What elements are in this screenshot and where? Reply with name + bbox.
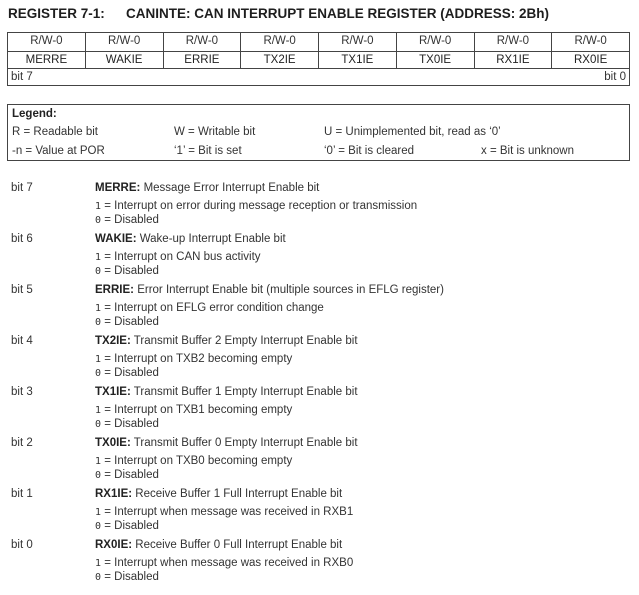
bit-name-cell: TX1IE	[318, 51, 396, 69]
bit-label: bit 2	[11, 437, 33, 449]
set-text: = Interrupt when message was received in RXB1	[104, 506, 354, 518]
bit-clear-option	[95, 214, 159, 226]
bit-set-option	[95, 302, 324, 314]
bit-label: bit 3	[11, 386, 33, 398]
lsb-label: bit 0	[604, 71, 626, 83]
bit-name: TX2IE:	[95, 335, 131, 347]
register-bit-table	[7, 32, 630, 86]
bit-summary: Wake-up Interrupt Enable bit	[139, 233, 286, 245]
bit-clear-option	[95, 520, 159, 532]
bit-description	[0, 281, 639, 332]
clear-text: = Disabled	[104, 469, 159, 481]
bit-set-option	[95, 200, 417, 212]
legend-item-unimplemented: U = Unimplemented bit, read as ‘0’	[324, 126, 501, 138]
set-value: 1	[95, 456, 102, 467]
bit-set-option	[95, 506, 353, 518]
clear-text: = Disabled	[104, 571, 159, 583]
legend-item-unknown: x = Bit is unknown	[481, 145, 575, 157]
set-value: 1	[95, 354, 102, 365]
bit-name-cell: TX0IE	[396, 51, 474, 69]
msb-label: bit 7	[11, 71, 33, 83]
bit-name: WAKIE:	[95, 233, 137, 245]
clear-value: 0	[95, 317, 102, 328]
access-cell: R/W-0	[474, 33, 552, 51]
bit-descriptions	[0, 179, 639, 587]
register-id: REGISTER 7-1:	[8, 6, 105, 21]
bit-summary: Receive Buffer 0 Full Interrupt Enable bit	[135, 539, 343, 551]
set-value: 1	[95, 507, 102, 518]
bit-summary: Transmit Buffer 1 Empty Interrupt Enable bit	[133, 386, 358, 398]
set-text: = Interrupt on EFLG error condition change	[104, 302, 324, 314]
bit-summary: Error Interrupt Enable bit (multiple sources in EFLG register)	[137, 284, 444, 296]
bit-description	[0, 383, 639, 434]
bit-label: bit 7	[11, 182, 33, 194]
bit-name: ERRIE:	[95, 284, 134, 296]
set-text: = Interrupt on TXB2 becoming empty	[104, 353, 293, 365]
clear-text: = Disabled	[104, 214, 159, 226]
access-cell: R/W-0	[551, 33, 629, 51]
bit-clear-option	[95, 418, 159, 430]
bit-clear-option	[95, 316, 159, 328]
access-cell: R/W-0	[240, 33, 318, 51]
bit-name-row	[8, 51, 629, 69]
bit-heading	[95, 233, 286, 245]
bit-label: bit 6	[11, 233, 33, 245]
clear-value: 0	[95, 470, 102, 481]
register-title	[8, 6, 549, 21]
bit-label: bit 0	[11, 539, 33, 551]
bit-name: RX0IE:	[95, 539, 133, 551]
bit-summary: Message Error Interrupt Enable bit	[143, 182, 320, 194]
bit-set-option	[95, 353, 292, 365]
clear-text: = Disabled	[104, 316, 159, 328]
set-value: 1	[95, 303, 102, 314]
bit-label: bit 1	[11, 488, 33, 500]
legend-item-set: ‘1’ = Bit is set	[174, 145, 242, 157]
bit-name: TX0IE:	[95, 437, 131, 449]
bit-label: bit 5	[11, 284, 33, 296]
bit-description	[0, 230, 639, 281]
bit-summary: Receive Buffer 1 Full Interrupt Enable bit	[135, 488, 343, 500]
bit-heading	[95, 182, 319, 194]
bit-clear-option	[95, 367, 159, 379]
bit-clear-option	[95, 571, 159, 583]
bit-description	[0, 536, 639, 587]
access-cell: R/W-0	[30, 35, 63, 47]
legend-item-writable: W = Writable bit	[174, 126, 256, 138]
set-text: = Interrupt on TXB1 becoming empty	[104, 404, 293, 416]
bit-heading	[95, 539, 342, 551]
access-cell: R/W-0	[318, 33, 396, 51]
bit-clear-option	[95, 265, 159, 277]
clear-value: 0	[95, 266, 102, 277]
bit-name: MERRE:	[95, 182, 141, 194]
clear-text: = Disabled	[104, 265, 159, 277]
bit-label: bit 4	[11, 335, 33, 347]
clear-text: = Disabled	[104, 418, 159, 430]
bit-name: TX1IE:	[95, 386, 131, 398]
legend-box	[7, 104, 630, 161]
bit-description	[0, 434, 639, 485]
bit-description	[0, 332, 639, 383]
legend-item-cleared: ‘0’ = Bit is cleared	[324, 145, 415, 157]
access-cell: R/W-0	[396, 33, 474, 51]
register-description: CANINTE: CAN INTERRUPT ENABLE REGISTER (ADDRESS: 2Bh)	[126, 6, 550, 21]
bit-description	[0, 179, 639, 230]
bit-set-option	[95, 251, 261, 263]
bit-heading	[95, 386, 358, 398]
bit-position-row	[8, 69, 629, 85]
bit-name-cell: MERRE	[8, 51, 85, 69]
bit-set-option	[95, 404, 292, 416]
clear-value: 0	[95, 419, 102, 430]
bit-description	[0, 485, 639, 536]
bit-summary: Transmit Buffer 0 Empty Interrupt Enable bit	[133, 437, 358, 449]
clear-text: = Disabled	[104, 367, 159, 379]
set-value: 1	[95, 405, 102, 416]
bit-heading	[95, 284, 444, 296]
bit-name-cell: RX0IE	[551, 51, 629, 69]
legend-title: Legend:	[12, 108, 57, 120]
bit-set-option	[95, 455, 292, 467]
set-value: 1	[95, 252, 102, 263]
bit-heading	[95, 488, 342, 500]
set-value: 1	[95, 201, 102, 212]
set-value: 1	[95, 558, 102, 569]
access-row	[8, 33, 629, 51]
set-text: = Interrupt on CAN bus activity	[104, 251, 261, 263]
clear-value: 0	[95, 521, 102, 532]
set-text: = Interrupt on error during message reception or transmission	[104, 200, 418, 212]
bit-heading	[95, 335, 358, 347]
set-text: = Interrupt when message was received in RXB0	[104, 557, 354, 569]
bit-name: RX1IE:	[95, 488, 133, 500]
clear-value: 0	[95, 572, 102, 583]
set-text: = Interrupt on TXB0 becoming empty	[104, 455, 293, 467]
bit-name-cell: ERRIE	[163, 51, 241, 69]
bit-name-cell: WAKIE	[85, 51, 163, 69]
clear-value: 0	[95, 368, 102, 379]
legend-item-readable: R = Readable bit	[12, 126, 98, 138]
bit-clear-option	[95, 469, 159, 481]
legend-item-por: -n = Value at POR	[12, 145, 105, 157]
clear-text: = Disabled	[104, 520, 159, 532]
bit-set-option	[95, 557, 353, 569]
clear-value: 0	[95, 215, 102, 226]
bit-heading	[95, 437, 358, 449]
access-cell: R/W-0	[163, 33, 241, 51]
bit-name-cell: RX1IE	[474, 51, 552, 69]
access-cell: R/W-0	[85, 33, 163, 51]
bit-name-cell: TX2IE	[240, 51, 318, 69]
bit-summary: Transmit Buffer 2 Empty Interrupt Enable bit	[133, 335, 358, 347]
